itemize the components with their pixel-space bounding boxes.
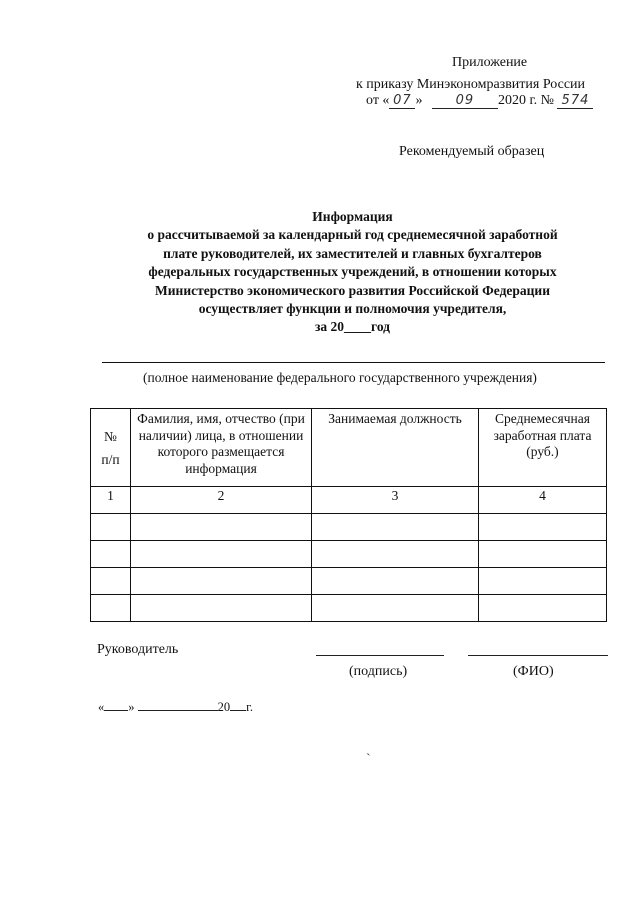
date-month-blank[interactable]	[138, 698, 218, 711]
table-row	[91, 514, 607, 541]
table-row	[91, 541, 607, 568]
order-year-label: 2020 г. №	[497, 93, 554, 108]
date-year-blank[interactable]	[230, 698, 246, 711]
table-cell[interactable]	[312, 541, 479, 568]
recommended-sample-label: Рекомендуемый образец	[399, 144, 545, 159]
table-cell[interactable]	[479, 595, 607, 622]
date-open-quote: «	[98, 700, 105, 714]
date-day-blank[interactable]	[104, 698, 128, 711]
title-line: осуществляет функции и полномочия учредителя,	[198, 301, 507, 317]
date-year-suffix: г.	[246, 700, 253, 714]
header-full-name: Фамилия, имя, отчество (при наличии) лица, в отношении которого размещается информация	[131, 409, 312, 487]
order-from-label: от «	[366, 93, 390, 108]
table-cell[interactable]	[91, 568, 131, 595]
order-reference: к приказу Минэкономразвития России	[356, 77, 586, 92]
title-line: о рассчитываемой за календарный год среднемесячной заработной	[147, 227, 558, 243]
signing-date	[98, 698, 253, 715]
table-cell[interactable]	[131, 595, 312, 622]
order-quote-close: »	[415, 93, 423, 108]
table-header-row	[91, 409, 607, 487]
salary-info-table	[90, 408, 607, 622]
signature-role-label: Руководитель	[97, 642, 179, 657]
title-year-line: за 20____год	[314, 319, 391, 335]
table-cell[interactable]	[91, 541, 131, 568]
table-cell[interactable]	[479, 514, 607, 541]
header-position: Занимаемая должность	[312, 409, 479, 487]
header-row-number	[91, 409, 131, 487]
column-number-row	[91, 487, 607, 514]
table-cell[interactable]	[91, 595, 131, 622]
table-cell[interactable]	[312, 568, 479, 595]
institution-caption: (полное наименование федерального государственного учреждения)	[143, 370, 537, 385]
header-number-sign: №	[104, 429, 117, 444]
document-title	[100, 208, 605, 337]
table-cell[interactable]	[312, 595, 479, 622]
order-month-handwritten: 09	[432, 94, 498, 109]
stray-mark: `	[366, 752, 371, 767]
order-number-handwritten: 574	[557, 94, 593, 109]
institution-name-line	[102, 362, 605, 363]
order-date-number	[366, 92, 593, 110]
table-row	[91, 595, 607, 622]
signature-line[interactable]	[316, 655, 444, 656]
header-number-abbrev: п/п	[101, 451, 120, 467]
table-cell[interactable]	[131, 541, 312, 568]
title-line: Министерство экономического развития Российской Федерации	[155, 282, 550, 298]
column-number: 2	[131, 487, 312, 514]
date-year-prefix: 20	[217, 700, 231, 714]
table-cell[interactable]	[131, 568, 312, 595]
table-row	[91, 568, 607, 595]
signature-caption: (подпись)	[349, 664, 408, 679]
full-name-caption: (ФИО)	[513, 664, 554, 679]
title-line: плате руководителей, их заместителей и главных бухгалтеров	[163, 245, 542, 261]
column-number: 4	[479, 487, 607, 514]
title-line: федеральных государственных учреждений, в отношении которых	[148, 264, 557, 280]
table-cell[interactable]	[479, 541, 607, 568]
column-number: 1	[91, 487, 131, 514]
table-cell[interactable]	[131, 514, 312, 541]
date-close-quote: »	[128, 700, 135, 714]
appendix-label: Приложение	[452, 55, 528, 70]
order-day-handwritten: 07	[389, 94, 415, 109]
table-cell[interactable]	[91, 514, 131, 541]
table-cell[interactable]	[479, 568, 607, 595]
table-cell[interactable]	[312, 514, 479, 541]
full-name-line[interactable]	[468, 655, 608, 656]
column-number: 3	[312, 487, 479, 514]
header-average-salary: Среднемесячная заработная плата (руб.)	[479, 409, 607, 487]
title-heading: Информация	[312, 209, 393, 224]
